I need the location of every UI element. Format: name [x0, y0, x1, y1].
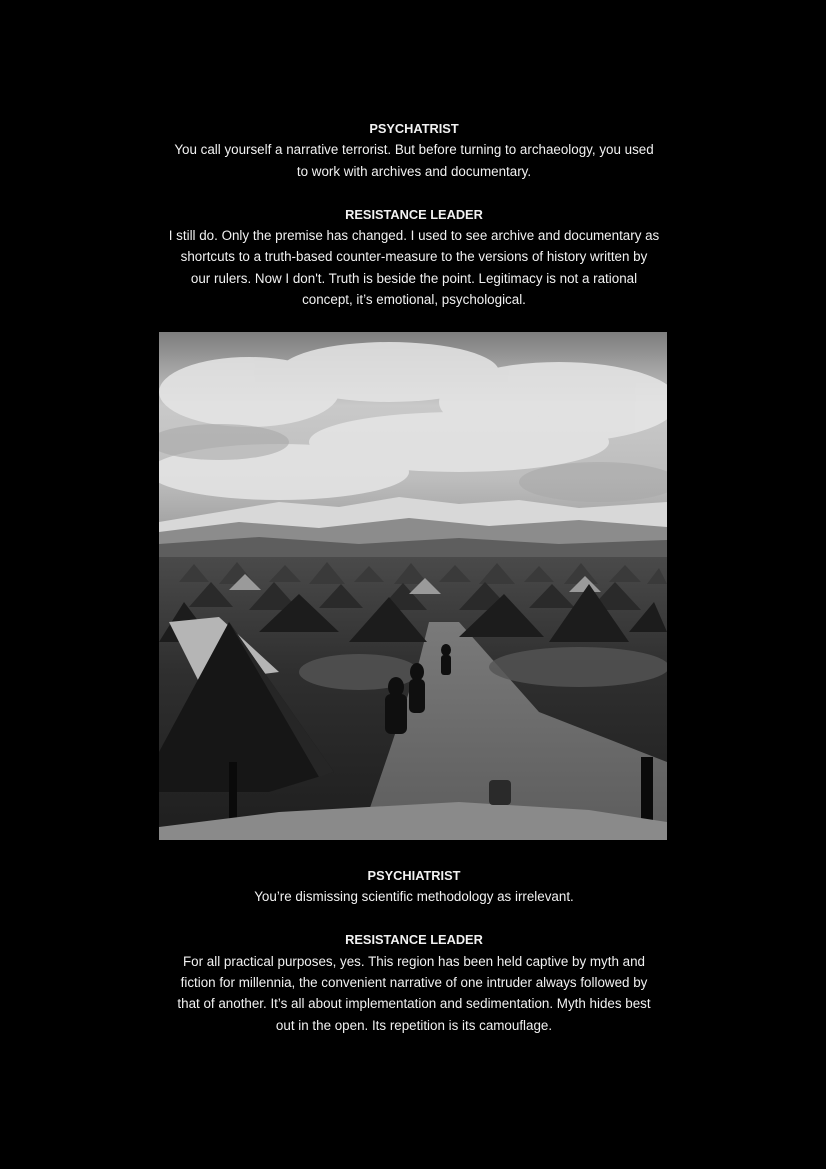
dialogue-line: For all practical purposes, yes. This region has been held captive by myth and	[183, 953, 645, 969]
speaker-label: PSYCHIATRIST	[367, 868, 461, 883]
speaker-label: RESISTANCE LEADER	[345, 932, 483, 948]
dialogue-block-top	[158, 118, 670, 311]
dialogue-line: that of another. It’s all about implementation and sedimentation. Myth hides best	[177, 996, 651, 1012]
dialogue-line: shortcuts to a truth-based counter-measure to the versions of history written by	[180, 249, 648, 265]
dialogue-block-bottom	[158, 865, 670, 1036]
dialogue-line: You call yourself a narrative terrorist. But before turning to archaeology, you used	[174, 142, 654, 158]
camp-photograph	[159, 332, 667, 840]
dialogue-line: concept, it’s emotional, psychological.	[302, 292, 526, 308]
dialogue-line: to work with archives and documentary.	[296, 163, 532, 179]
speaker-label: PSYCHATRIST	[369, 121, 459, 136]
dialogue-line: You’re dismissing scientific methodology as irrelevant.	[254, 889, 574, 905]
speaker-label: RESISTANCE LEADER	[345, 206, 483, 222]
dialogue-line: our rulers. Now I don't. Truth is beside the point. Legitimacy is not a rational	[190, 270, 638, 286]
dialogue-line: out in the open. Its repetition is its camouflage.	[275, 1017, 553, 1033]
dialogue-line: I still do. Only the premise has changed. I used to see archive and documentary as	[168, 228, 660, 244]
dialogue-line: fiction for millennia, the convenient narrative of one intruder always followed by	[180, 975, 648, 991]
camp-photograph-image	[159, 332, 667, 840]
